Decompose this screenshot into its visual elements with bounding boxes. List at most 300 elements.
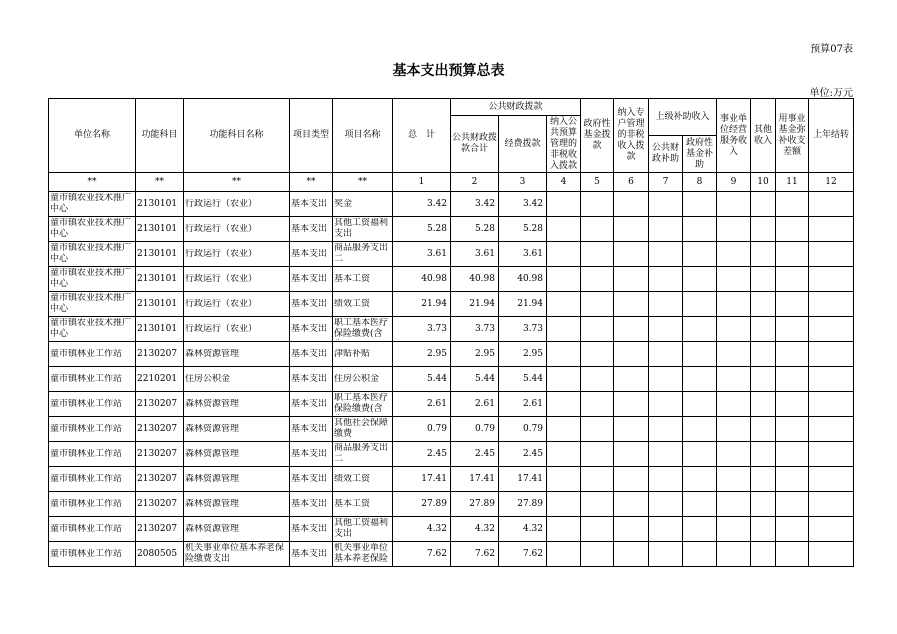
proj-name-cell-text: 绩效工资 — [334, 298, 371, 309]
func-code-cell-text: 2130207 — [137, 448, 178, 459]
pf-expense-cell-text: 21.94 — [517, 298, 543, 309]
proj-type-cell-text: 基本支出 — [291, 273, 328, 284]
empty-cell — [614, 367, 649, 392]
total-cell-text: 40.98 — [421, 273, 447, 284]
pf-total-cell — [451, 467, 499, 492]
empty-cell — [683, 392, 717, 417]
pf-expense-cell-text: 2.61 — [522, 398, 543, 409]
pf-expense-cell — [499, 292, 547, 317]
pf-total-cell-text: 2.45 — [474, 448, 495, 459]
func-name-cell-text: 行政运行（农业） — [185, 298, 258, 309]
proj-type-cell — [290, 467, 333, 492]
empty-cell — [776, 392, 809, 417]
proj-type-cell — [290, 267, 333, 292]
pf-expense-cell — [499, 442, 547, 467]
empty-cell — [717, 542, 751, 567]
empty-cell — [776, 467, 809, 492]
func-code-cell-text: 2130101 — [137, 248, 178, 259]
empty-cell — [581, 192, 614, 217]
func-name-cell — [184, 292, 290, 317]
proj-type-cell-text: 基本支出 — [291, 198, 328, 209]
pf-total-cell-text: 0.79 — [474, 423, 495, 434]
index-cell: 9 — [717, 173, 751, 192]
index-cell: 8 — [683, 173, 717, 192]
func-name-cell-text: 森林资源管理 — [185, 348, 240, 359]
func-code-cell-text: 2130101 — [137, 198, 178, 209]
index-cell: 2 — [451, 173, 499, 192]
pf-expense-cell-text: 2.45 — [522, 448, 543, 459]
func-code-cell-text: 2130101 — [137, 298, 178, 309]
header-gov-fund: 政府性基金拨款 — [581, 99, 614, 173]
unit-name-cell — [49, 417, 136, 442]
empty-cell — [683, 342, 717, 367]
pf-total-cell — [451, 392, 499, 417]
proj-type-cell-text: 基本支出 — [291, 423, 328, 434]
proj-name-cell-text: 基本工资 — [334, 273, 371, 284]
func-code-cell — [136, 542, 184, 567]
empty-cell — [809, 217, 854, 242]
pf-expense-cell-text: 2.95 — [522, 348, 543, 359]
header-func-name: 功能科目名称 — [184, 99, 290, 173]
empty-cell — [776, 542, 809, 567]
func-code-cell — [136, 242, 184, 267]
empty-cell — [751, 342, 776, 367]
func-name-cell — [184, 517, 290, 542]
pf-total-cell — [451, 267, 499, 292]
unit-name-cell-text: 童市镇农业技术推广中心 — [50, 268, 132, 289]
func-name-cell-text: 行政运行（农业） — [185, 198, 258, 209]
empty-cell — [547, 267, 581, 292]
proj-type-cell-text: 基本支出 — [291, 498, 328, 509]
func-name-cell — [184, 442, 290, 467]
empty-cell — [581, 317, 614, 342]
empty-cell — [581, 392, 614, 417]
func-code-cell — [136, 417, 184, 442]
proj-type-cell-text: 基本支出 — [291, 448, 328, 459]
proj-type-cell-text: 基本支出 — [291, 323, 328, 334]
total-cell-text: 3.73 — [426, 323, 447, 334]
empty-cell — [547, 292, 581, 317]
empty-cell — [649, 492, 683, 517]
func-name-cell — [184, 367, 290, 392]
empty-cell — [776, 217, 809, 242]
table-row — [49, 492, 854, 517]
empty-cell — [547, 467, 581, 492]
pf-total-cell-text: 21.94 — [469, 298, 495, 309]
index-cell: 6 — [614, 173, 649, 192]
unit-name-cell-text: 童市镇林业工作站 — [50, 448, 123, 459]
unit-name-cell-text: 童市镇林业工作站 — [50, 423, 123, 434]
unit-name-cell — [49, 492, 136, 517]
empty-cell — [581, 417, 614, 442]
empty-cell — [547, 317, 581, 342]
index-cell: 3 — [499, 173, 547, 192]
empty-cell — [547, 517, 581, 542]
total-cell — [393, 242, 451, 267]
pf-expense-cell — [499, 542, 547, 567]
unit-name-cell — [49, 267, 136, 292]
total-cell — [393, 467, 451, 492]
empty-cell — [809, 242, 854, 267]
empty-cell — [649, 442, 683, 467]
empty-cell — [649, 267, 683, 292]
empty-cell — [683, 367, 717, 392]
empty-cell — [776, 442, 809, 467]
empty-cell — [614, 492, 649, 517]
proj-name-cell — [333, 292, 393, 317]
proj-name-cell — [333, 367, 393, 392]
empty-cell — [751, 517, 776, 542]
empty-cell — [751, 267, 776, 292]
proj-type-cell-text: 基本支出 — [291, 223, 328, 234]
func-code-cell-text: 2130207 — [137, 348, 178, 359]
proj-name-cell-text: 职工基本医疗保险缴费(含 — [334, 393, 389, 414]
header-func-code: 功能科目 — [136, 99, 184, 173]
empty-cell — [614, 342, 649, 367]
pf-total-cell — [451, 517, 499, 542]
empty-cell — [649, 292, 683, 317]
header-special-nontax: 纳入专户管理的非税收入拨款 — [614, 99, 649, 173]
proj-name-cell-text: 其他工资福利支出 — [334, 518, 389, 539]
empty-cell — [547, 367, 581, 392]
total-cell-text: 3.61 — [426, 248, 447, 259]
empty-cell — [581, 467, 614, 492]
unit-name-cell-text: 童市镇林业工作站 — [50, 473, 123, 484]
pf-total-cell — [451, 342, 499, 367]
table-row — [49, 267, 854, 292]
proj-type-cell-text: 基本支出 — [291, 298, 328, 309]
empty-cell — [776, 417, 809, 442]
pf-expense-cell — [499, 192, 547, 217]
total-cell-text: 17.41 — [421, 473, 447, 484]
empty-cell — [683, 192, 717, 217]
empty-cell — [649, 342, 683, 367]
func-name-cell-text: 行政运行（农业） — [185, 223, 258, 234]
table-row — [49, 442, 854, 467]
pf-expense-cell-text: 7.62 — [522, 548, 543, 559]
proj-name-cell — [333, 417, 393, 442]
empty-cell — [776, 492, 809, 517]
table-row — [49, 292, 854, 317]
header-business: 事业单位经营服务收入 — [717, 99, 751, 173]
unit-name-cell — [49, 342, 136, 367]
empty-cell — [547, 217, 581, 242]
proj-name-cell — [333, 192, 393, 217]
empty-cell — [751, 392, 776, 417]
empty-cell — [809, 342, 854, 367]
index-cell: ** — [49, 173, 136, 192]
func-code-cell — [136, 192, 184, 217]
func-name-cell-text: 森林资源管理 — [185, 398, 240, 409]
func-code-cell-text: 2130207 — [137, 398, 178, 409]
pf-total-cell — [451, 542, 499, 567]
unit-name-cell — [49, 542, 136, 567]
empty-cell — [649, 517, 683, 542]
header-pf-total: 公共财政拨款合计 — [451, 116, 499, 173]
proj-name-cell — [333, 217, 393, 242]
empty-cell — [547, 417, 581, 442]
header-proj-name: 项目名称 — [333, 99, 393, 173]
pf-expense-cell — [499, 517, 547, 542]
unit-name-cell — [49, 392, 136, 417]
empty-cell — [614, 292, 649, 317]
empty-cell — [809, 267, 854, 292]
pf-total-cell — [451, 417, 499, 442]
index-cell: 12 — [809, 173, 854, 192]
func-code-cell — [136, 267, 184, 292]
empty-cell — [717, 492, 751, 517]
header-other: 其他收入 — [751, 99, 776, 173]
func-code-cell-text: 2080505 — [137, 548, 178, 559]
pf-expense-cell-text: 5.44 — [522, 373, 543, 384]
func-code-cell — [136, 442, 184, 467]
total-cell — [393, 542, 451, 567]
index-cell: ** — [333, 173, 393, 192]
empty-cell — [717, 217, 751, 242]
empty-cell — [581, 492, 614, 517]
func-name-cell-text: 行政运行（农业） — [185, 323, 258, 334]
proj-name-cell — [333, 242, 393, 267]
empty-cell — [683, 217, 717, 242]
empty-cell — [751, 242, 776, 267]
index-cell: 5 — [581, 173, 614, 192]
total-cell — [393, 492, 451, 517]
pf-total-cell-text: 3.42 — [474, 198, 495, 209]
proj-name-cell-text: 奖金 — [334, 198, 353, 209]
empty-cell — [717, 442, 751, 467]
proj-type-cell — [290, 292, 333, 317]
func-name-cell-text: 行政运行（农业） — [185, 248, 258, 259]
empty-cell — [809, 192, 854, 217]
func-code-cell — [136, 317, 184, 342]
pf-expense-cell — [499, 342, 547, 367]
empty-cell — [649, 417, 683, 442]
func-code-cell-text: 2130207 — [137, 498, 178, 509]
unit-name-cell-text: 童市镇农业技术推广中心 — [50, 293, 132, 314]
empty-cell — [581, 367, 614, 392]
total-cell-text: 3.42 — [426, 198, 447, 209]
index-cell: 10 — [751, 173, 776, 192]
proj-type-cell-text: 基本支出 — [291, 473, 328, 484]
empty-cell — [649, 242, 683, 267]
total-cell-text: 2.95 — [426, 348, 447, 359]
table-row — [49, 542, 854, 567]
total-cell-text: 4.32 — [426, 523, 447, 534]
empty-cell — [649, 217, 683, 242]
empty-cell — [776, 242, 809, 267]
empty-cell — [614, 417, 649, 442]
pf-expense-cell — [499, 217, 547, 242]
total-cell-text: 5.28 — [426, 223, 447, 234]
pf-expense-cell — [499, 467, 547, 492]
empty-cell — [809, 517, 854, 542]
proj-name-cell — [333, 467, 393, 492]
total-cell-text: 2.61 — [426, 398, 447, 409]
empty-cell — [751, 217, 776, 242]
pf-expense-cell-text: 17.41 — [517, 473, 543, 484]
empty-cell — [581, 217, 614, 242]
unit-name-cell — [49, 467, 136, 492]
proj-type-cell-text: 基本支出 — [291, 398, 328, 409]
empty-cell — [581, 517, 614, 542]
empty-cell — [751, 367, 776, 392]
empty-cell — [547, 192, 581, 217]
index-cell: 4 — [547, 173, 581, 192]
total-cell — [393, 292, 451, 317]
index-cell: 11 — [776, 173, 809, 192]
unit-name-cell-text: 童市镇林业工作站 — [50, 523, 123, 534]
func-code-cell — [136, 217, 184, 242]
func-name-cell — [184, 392, 290, 417]
pf-total-cell — [451, 192, 499, 217]
pf-expense-cell-text: 40.98 — [517, 273, 543, 284]
total-cell — [393, 517, 451, 542]
table-row — [49, 192, 854, 217]
func-code-cell-text: 2130207 — [137, 473, 178, 484]
form-code: 预算07表 — [810, 44, 853, 55]
table-row — [49, 392, 854, 417]
table-row — [49, 242, 854, 267]
pf-total-cell-text: 3.61 — [474, 248, 495, 259]
header-proj-type: 项目类型 — [290, 99, 333, 173]
empty-cell — [581, 342, 614, 367]
proj-type-cell — [290, 517, 333, 542]
func-name-cell-text: 森林资源管理 — [185, 523, 240, 534]
empty-cell — [614, 317, 649, 342]
pf-expense-cell — [499, 392, 547, 417]
unit-name-cell — [49, 242, 136, 267]
header-sup-fund: 政府性基金补助 — [683, 136, 717, 173]
header-superior: 上级补助收入 — [649, 99, 717, 136]
proj-name-cell-text: 职工基本医疗保险缴费(含 — [334, 318, 389, 339]
total-cell-text: 27.89 — [421, 498, 447, 509]
unit-name-cell — [49, 517, 136, 542]
pf-total-cell-text: 4.32 — [474, 523, 495, 534]
pf-expense-cell-text: 27.89 — [517, 498, 543, 509]
empty-cell — [581, 542, 614, 567]
empty-cell — [683, 242, 717, 267]
func-name-cell — [184, 342, 290, 367]
func-code-cell-text: 2130101 — [137, 273, 178, 284]
empty-cell — [683, 467, 717, 492]
unit-name-cell-text: 童市镇农业技术推广中心 — [50, 243, 132, 264]
proj-name-cell-text: 津贴补贴 — [334, 348, 371, 359]
empty-cell — [809, 442, 854, 467]
proj-name-cell-text: 其他社会保障缴费 — [334, 418, 389, 439]
func-name-cell — [184, 492, 290, 517]
empty-cell — [581, 442, 614, 467]
unit-name-cell — [49, 367, 136, 392]
empty-cell — [751, 292, 776, 317]
empty-cell — [683, 492, 717, 517]
empty-cell — [717, 417, 751, 442]
pf-total-cell — [451, 367, 499, 392]
unit-name-cell — [49, 442, 136, 467]
empty-cell — [809, 417, 854, 442]
unit-label: 单位:万元 — [809, 88, 853, 99]
pf-expense-cell — [499, 417, 547, 442]
unit-name-cell-text: 童市镇农业技术推广中心 — [50, 318, 132, 339]
empty-cell — [751, 317, 776, 342]
func-name-cell-text: 住房公积金 — [185, 373, 231, 384]
func-code-cell-text: 2130101 — [137, 323, 178, 334]
empty-cell — [717, 517, 751, 542]
func-name-cell — [184, 192, 290, 217]
empty-cell — [614, 217, 649, 242]
func-code-cell-text: 2130207 — [137, 423, 178, 434]
pf-expense-cell — [499, 367, 547, 392]
empty-cell — [751, 417, 776, 442]
empty-cell — [717, 342, 751, 367]
proj-type-cell-text: 基本支出 — [291, 348, 328, 359]
empty-cell — [717, 192, 751, 217]
func-code-cell — [136, 492, 184, 517]
total-cell — [393, 267, 451, 292]
total-cell — [393, 392, 451, 417]
total-cell — [393, 367, 451, 392]
proj-type-cell — [290, 192, 333, 217]
pf-total-cell — [451, 292, 499, 317]
pf-total-cell — [451, 442, 499, 467]
empty-cell — [683, 417, 717, 442]
proj-name-cell-text: 其他工资福利支出 — [334, 218, 389, 239]
empty-cell — [809, 467, 854, 492]
total-cell-text: 2.45 — [426, 448, 447, 459]
pf-expense-cell — [499, 267, 547, 292]
empty-cell — [547, 542, 581, 567]
index-cell: ** — [290, 173, 333, 192]
unit-name-cell — [49, 192, 136, 217]
proj-type-cell — [290, 442, 333, 467]
empty-cell — [547, 342, 581, 367]
empty-cell — [751, 467, 776, 492]
header-total: 总 计 — [393, 99, 451, 173]
pf-expense-cell-text: 3.73 — [522, 323, 543, 334]
proj-type-cell — [290, 242, 333, 267]
proj-name-cell — [333, 267, 393, 292]
func-name-cell-text: 森林资源管理 — [185, 498, 240, 509]
empty-cell — [683, 292, 717, 317]
pf-expense-cell-text: 3.42 — [522, 198, 543, 209]
proj-name-cell-text: 基本工资 — [334, 498, 371, 509]
empty-cell — [649, 192, 683, 217]
empty-cell — [751, 542, 776, 567]
empty-cell — [547, 492, 581, 517]
proj-type-cell — [290, 417, 333, 442]
empty-cell — [717, 467, 751, 492]
table-row — [49, 342, 854, 367]
table-row — [49, 467, 854, 492]
proj-name-cell — [333, 342, 393, 367]
proj-name-cell — [333, 492, 393, 517]
empty-cell — [809, 492, 854, 517]
pf-total-cell-text: 5.44 — [474, 373, 495, 384]
func-code-cell — [136, 392, 184, 417]
header-fund-balance: 用事业基金弥补收支差额 — [776, 99, 809, 173]
header-carryover: 上年结转 — [809, 99, 854, 173]
func-name-cell — [184, 542, 290, 567]
func-name-cell — [184, 417, 290, 442]
empty-cell — [717, 242, 751, 267]
proj-type-cell — [290, 342, 333, 367]
pf-total-cell — [451, 492, 499, 517]
proj-name-cell — [333, 317, 393, 342]
empty-cell — [776, 367, 809, 392]
unit-name-cell-text: 童市镇林业工作站 — [50, 398, 123, 409]
empty-cell — [776, 317, 809, 342]
func-code-cell — [136, 517, 184, 542]
proj-type-cell — [290, 492, 333, 517]
